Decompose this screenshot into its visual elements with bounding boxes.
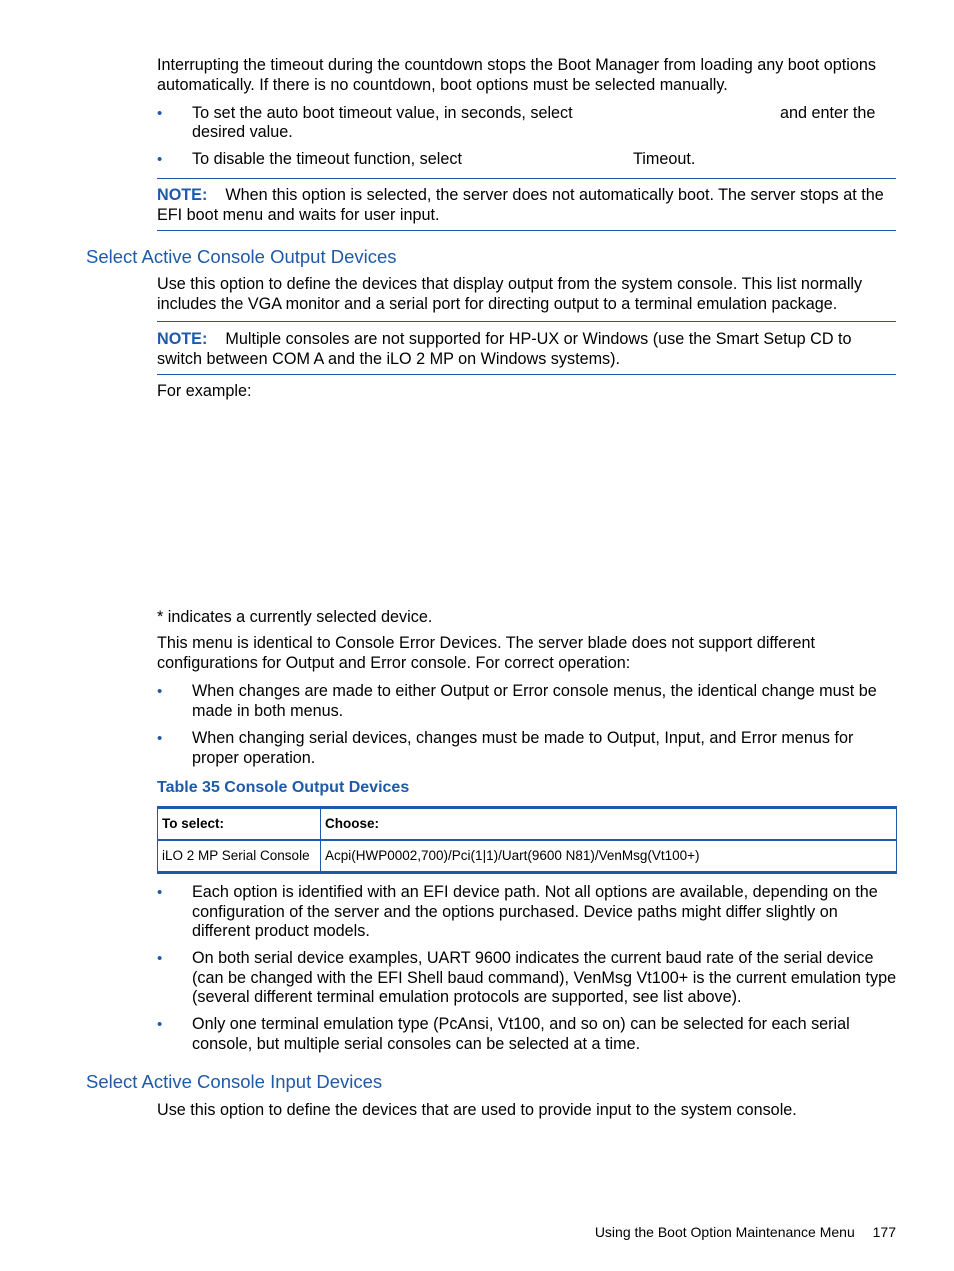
note-box [157,321,896,375]
bullet-text: Each option is identified with an EFI device path. Not all options are available, depending on the configuration of the server and the options purchased. Device paths might differ slightly on different product models. [192,883,878,940]
bullet-icon: • [157,683,163,700]
footer-title: Using the Boot Option Maintenance Menu [594,1224,855,1240]
bullet-icon: • [157,105,163,122]
note-label: NOTE: [157,186,208,204]
bullet-icon: • [157,151,163,168]
note-content [157,330,896,369]
bullet-text: When changing serial devices, changes must be made to Output, Input, and Error menus for proper operation. [192,729,854,767]
table-caption: Table 35 Console Output Devices [157,779,410,796]
section-paragraph: Use this option to define the devices that are used to provide input to the system console. [157,1101,797,1119]
console-output-table [157,806,897,874]
table-header-cell: Choose: [321,808,897,841]
example-label: For example: [157,382,252,400]
page-footer [595,1223,896,1243]
note-text: Multiple consoles are not supported for HP-UX or Windows (use the Smart Setup CD to switch between COM A and the iLO 2 MP on Windows systems). [157,330,852,368]
table-header-row [158,808,897,841]
table-cell: iLO 2 MP Serial Console [158,840,321,872]
table-cell: Acpi(HWP0002,700)/Pci(1|1)/Uart(9600 N81)/VenMsg(Vt100+) [321,840,897,872]
bullet-text-pre: To disable the timeout function, select [192,150,462,168]
bullet-text: On both serial device examples, UART 9600 indicates the current baud rate of the serial device (can be changed with the EFI Shell baud command), VenMsg Vt100+ is the current emulation type (several different terminal emulation protocols are supported, see list above). [192,949,897,1006]
bullet-icon: • [157,884,163,901]
section-heading: Select Active Console Output Devices [86,246,397,267]
asterisk-note: * indicates a currently selected device. [157,608,433,626]
section-paragraph: Use this option to define the devices that display output from the system console. This list normally includes the VGA monitor and a serial port for directing output to a terminal emulation package. [157,275,863,313]
menu-paragraph: This menu is identical to Console Error Devices. The server blade does not support different configurations for Output and Error console. For correct operation: [157,634,816,672]
table-header-cell: To select: [158,808,321,841]
bullet-icon: • [157,1016,163,1033]
bullet-text: Only one terminal emulation type (PcAnsi, Vt100, and so on) can be selected for each serial console, but multiple serial consoles can be selected at a time. [192,1015,850,1053]
note-text: When this option is selected, the server does not automatically boot. The server stops at the EFI boot menu and waits for user input. [157,186,884,224]
table-row [158,840,897,872]
intro-paragraph: Interrupting the timeout during the countdown stops the Boot Manager from loading any boot options automatically. If there is no countdown, boot options must be selected manually. [157,56,877,94]
bullet-icon: • [157,950,163,967]
note-box [157,178,896,231]
bullet-text-continued: desired value. [192,123,293,141]
note-label: NOTE: [157,330,208,348]
section-heading: Select Active Console Input Devices [86,1071,383,1092]
bullet-text-pre: To set the auto boot timeout value, in seconds, select [192,104,573,122]
bullet-text-post: and enter the [780,104,876,122]
bullet-icon: • [157,730,163,747]
bullet-text: When changes are made to either Output or Error console menus, the identical change must be made in both menus. [192,682,877,720]
bullet-text-post: Timeout. [633,150,696,168]
page-number: 177 [872,1224,896,1240]
note-content [157,186,896,225]
